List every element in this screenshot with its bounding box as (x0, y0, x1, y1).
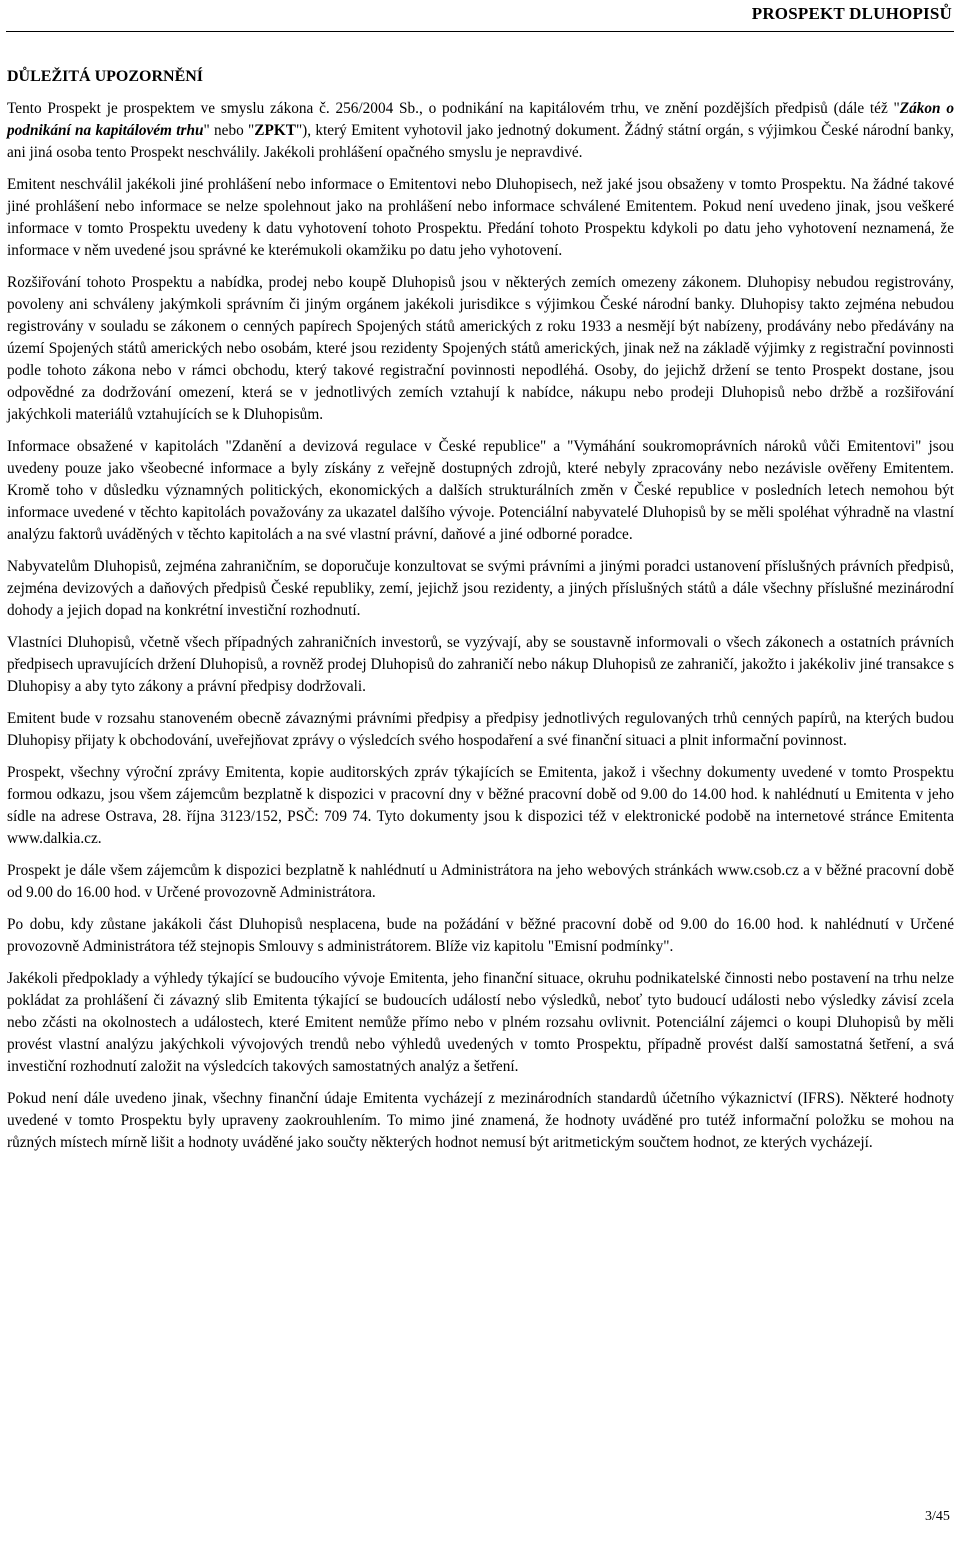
document-body (7, 66, 954, 1164)
defined-term-zpkt-full: Zákon o podnikání na kapitálovém trhu (7, 100, 954, 139)
paragraph-8: Prospekt, všechny výroční zprávy Emitenta, kopie auditorských zpráv týkajících se Emitenta, jakož i všechny dokumenty uvedené v tomto Prospektu formou odkazu, jsou všem zájemcům bezplatně k dispozici v pracovní dny v běžné pracovní době od 9.00 do 14.00 hod. k nahlédnutí u Emitenta v jeho sídle na adrese Ostrava, 28. října 3123/152, PSČ: 709 74. Tyto dokumenty jsou k dispozici též v elektronické podobě na internetové stránce Emitenta www.dalkia.cz. (7, 764, 954, 847)
paragraph-7: Emitent bude v rozsahu stanoveném obecně závaznými právními předpisy a předpisy jednotlivých regulovaných trhů cenných papírů, na kterých budou Dluhopisy přijaty k obchodování, uveřejňovat zprávy o výsledcích svého hospodaření a své finanční situaci a plnit informační povinnost. (7, 710, 954, 749)
paragraph-1-part-2: " nebo " (203, 122, 255, 139)
paragraph-5: Nabyvatelům Dluhopisů, zejména zahraničním, se doporučuje konzultovat se svými právními a jinými poradci ustanovení příslušných právních předpisů, zejména devizových a daňových předpisů České republiky, zemí, jejichž jsou rezidenty, a jiných příslušných států a dále všechny příslušné mezinárodní dohody a jejich dopad na konkrétní investiční rozhodnutí. (7, 558, 954, 619)
section-title: DŮLEŽITÁ UPOZORNĚNÍ (7, 68, 204, 85)
paragraph-4: Informace obsažené v kapitolách "Zdanění a devizová regulace v České republice" a "Vymáhání soukromoprávních nároků vůči Emitentovi" jsou uvedeny pouze jako všeobecné informace a byly získány z veřejně dostupných zdrojů, které nebyly zpracovány nebo nezávisle ověřeny Emitentem. Kromě toho v důsledku významných politických, ekonomických a dalších strukturálních změn v České republice v posledních letech nemohou být informace uvedené v těchto kapitolách považovány za ukazatel dalšího vývoje. Potenciální nabyvatelé Dluhopisů by se měli spoléhat výhradně na vlastní analýzu faktorů uváděných v těchto kapitolách a na své vlastní právní, daňové a jiné odborné poradce. (7, 438, 954, 543)
paragraph-10: Po dobu, kdy zůstane jakákoli část Dluhopisů nesplacena, bude na požádání v běžné pracovní době od 9.00 do 16.00 hod. k nahlédnutí v Určené provozovně Administrátora též stejnopis Smlouvy s administrátorem. Blíže viz kapitolu "Emisní podmínky". (7, 916, 954, 955)
document-header-title: PROSPEKT DLUHOPISŮ (751, 4, 952, 23)
paragraph-6: Vlastníci Dluhopisů, včetně všech případných zahraničních investorů, se vyzývají, aby se soustavně informovali o všech zákonech a ostatních právních předpisech upravujících držení Dluhopisů, a rovněž prodej Dluhopisů do zahraničí nebo nákup Dluhopisů ze zahraničí, jakožto i jakékoliv jiné transakce s Dluhopisy a aby tyto zákony a právní předpisy dodržovali. (7, 634, 954, 695)
paragraph-1-part-3: "), který Emitent vyhotovil jako jednotný dokument. Žádný státní orgán, s výjimkou České národní banky, ani jiná osoba tento Prospekt neschválily. Jakékoli prohlášení opačného smyslu je nepravdivé. (7, 122, 955, 161)
paragraph-2: Emitent neschválil jakékoli jiné prohlášení nebo informace o Emitentovi nebo Dluhopisech, než jaké jsou obsaženy v tomto Prospektu. Na žádné takové jiné prohlášení nebo informace se nelze spolehnout jako na prohlášení nebo informace schválené Emitentem. Pokud není uvedeno jinak, jsou veškeré informace v tomto Prospektu uvedeny k datu vyhotovení tohoto Prospektu. Předání tohoto Prospektu kdykoli po datu jeho vyhotovení neznamená, že informace v něm uvedené jsou správné ke kterémukoli okamžiku po datu jeho vyhotovení. (7, 176, 954, 259)
paragraph-11: Jakékoli předpoklady a výhledy týkající se budoucího vývoje Emitenta, jeho finanční situace, okruhu podnikatelské činnosti nebo postavení na trhu nelze pokládat za prohlášení či závazný slib Emitenta týkající se budoucích událostí nebo výsledků, neboť tyto budoucí události nebo výsledky závisí zcela nebo zčásti na okolnostech a událostech, které Emitent nemůže přímo nebo v plném rozsahu ovlivnit. Potenciální zájemci o koupi Dluhopisů by měli provést vlastní analýzu jakýchkoli vývojových trendů nebo výhledů uvedených v tomto Prospektu, případně provést další samostatná šetření, a svá investiční rozhodnutí založit na výsledcích takových samostatných analýz a šetření. (7, 970, 954, 1075)
paragraph-3: Rozšiřování tohoto Prospektu a nabídka, prodej nebo koupě Dluhopisů jsou v některých zemích omezeny zákonem. Dluhopisy nebudou registrovány, povoleny ani schváleny jakýmkoli správním či jiným orgánem jakékoli jurisdikce s výjimkou České národní banky. Dluhopisy takto zejména nebudou registrovány v souladu se zákonem o cenných papírech Spojených států amerických z roku 1933 a nesmějí být nabízeny, prodávány nebo předávány na území Spojených států amerických nebo osobám, které jsou rezidenty Spojených států amerických, jinak než na základě výjimky z registrační povinnosti podle tohoto zákona nebo v rámci obchodu, který takové registrační povinnosti nepodléhá. Osoby, do jejichž držení se tento Prospekt dostane, jsou odpovědné za dodržování omezení, která se v jednotlivých zemích vztahují k nabídce, nákupu nebo prodeji Dluhopisů nebo držbě a rozšiřování jakýchkoli materiálů vztahujících se k Dluhopisům. (7, 274, 954, 423)
header-divider (6, 31, 954, 32)
paragraph-12: Pokud není dále uvedeno jinak, všechny finanční údaje Emitenta vycházejí z mezinárodních standardů účetního výkaznictví (IFRS). Některé hodnoty uvedené v tomto Prospektu byly upraveny zaokrouhlením. To mimo jiné znamená, že hodnoty uváděné pro tutéž informační položku se mohou na různých místech mírně lišit a hodnoty uváděné jako součty některých hodnot nemusí být aritmetickým součtem hodnot, ze kterých vycházejí. (7, 1090, 954, 1151)
page-number: 3/45 (925, 1509, 950, 1524)
defined-term-zpkt: ZPKT (254, 122, 296, 139)
paragraph-1 (7, 98, 954, 164)
paragraph-9: Prospekt je dále všem zájemcům k dispozici bezplatně k nahlédnutí u Administrátora na jeho webových stránkách www.csob.cz a v běžné pracovní době od 9.00 do 16.00 hod. v Určené provozovně Administrátora. (7, 862, 954, 901)
paragraph-1-part-1: Tento Prospekt je prospektem ve smyslu zákona č. 256/2004 Sb., o podnikání na kapitálovém trhu, ve znění pozdějších předpisů (dále též " (7, 100, 900, 117)
